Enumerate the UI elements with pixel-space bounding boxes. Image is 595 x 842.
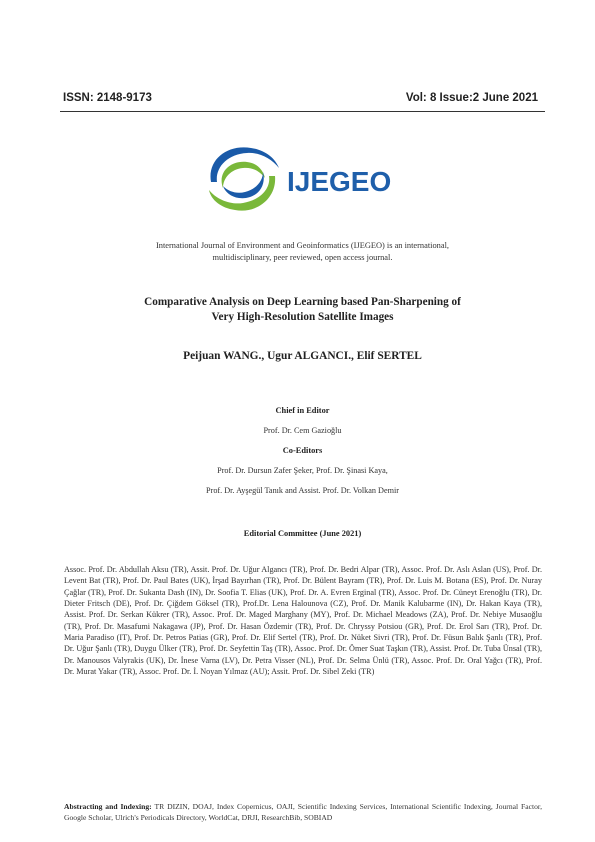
indexing-label: Abstracting and Indexing: [64, 802, 152, 811]
paper-authors: Peijuan WANG., Ugur ALGANCI., Elif SERTEL [183, 350, 422, 362]
co-editors-line-2: Prof. Dr. Ayşegül Tanık and Assist. Prof. Dr. Volkan Demir [206, 486, 399, 495]
journal-description-line-2: multidisciplinary, peer reviewed, open access journal. [212, 253, 393, 262]
issn-label: ISSN: 2148-9173 [63, 92, 152, 104]
globe-swirl-icon [209, 147, 279, 210]
chief-editor-name: Prof. Dr. Cem Gazioğlu [263, 426, 342, 435]
volume-issue-label: Vol: 8 Issue:2 June 2021 [405, 92, 538, 104]
journal-description [60, 240, 545, 264]
paper-title [60, 295, 545, 325]
abstracting-indexing [64, 801, 542, 823]
journal-description-line-1: International Journal of Environment and Geoinformatics (IJEGEO) is an international, [155, 241, 450, 250]
paper-title-line-2: Very High-Resolution Satellite Images [211, 311, 394, 323]
editorial-committee-label: Editorial Committee (June 2021) [243, 529, 362, 538]
chief-editor-label: Chief in Editor [275, 406, 330, 415]
header-divider [60, 111, 545, 112]
ijegeo-logo [205, 142, 392, 214]
editorial-committee-list: Assoc. Prof. Dr. Abdullah Aksu (TR), Assit. Prof. Dr. Uğur Algancı (TR), Prof. Dr. Bedri Alpar (TR), Assoc. Prof. Dr. Aslı Aslan (US), Prof. Dr. Levent Bat (TR), Prof. Dr. Paul Bates (UK), İrşad Bayırhan (TR), Prof. Dr. Bülent Bayram (TR), Prof. Dr. Luis M. Botana (ES), Prof. Dr. Nuray Çağlar (TR), Prof. Dr. Sukanta Dash (IN), Dr. Soofia T. Elias (UK), Prof. Dr. A. Evren Erginal (TR), Assoc. Prof. Dr. Cüneyt Erenoğlu (TR), Dr. Dieter Fritsch (DE), Prof. Dr. Çiğdem Göksel (TR), Prof.Dr. Lena Halounova (CZ), Prof. Dr. Manik Kalubarme (IN), Dr. Hakan Kaya (TR), Assist. Prof. Dr. Serkan Kükrer (TR), Assoc. Prof. Dr. Maged Marghany (MY), Prof. Dr. Michael Meadows (ZA), Prof. Dr. Nebiye Musaoğlu (TR), Prof. Dr. Masafumi Nakagawa (JP), Prof. Dr. Hasan Özdemir (TR), Prof. Dr. Chryssy Potsiou (GR), Prof. Dr. Erol Sarı (TR), Prof. Dr. Maria Paradiso (IT), Prof. Dr. Petros Patias (GR), Prof. Dr. Elif Sertel (TR), Prof. Dr. Nüket Sivri (TR), Prof. Dr. Füsun Balık Şanlı (TR), Prof. Dr. Uğur Şanlı (TR), Duygu Ülker (TR), Prof. Dr. Seyfettin Taş (TR), Assoc. Prof. Dr. Ömer Suat Taşkın (TR), Assist. Prof. Dr. Tuba Ünsal (TR), Dr. Manousos Valyrakis (UK), Dr. İnese Varna (LV), Dr. Petra Visser (NL), Prof. Dr. Selma Ünlü (TR), Assoc. Prof. Dr. Oral Yağcı (TR), Prof. Dr. Murat Yakar (TR), Assoc. Prof. Dr. İ. Noyan Yılmaz (AU); Assit. Prof. Dr. Sibel Zeki (TR) [64, 565, 542, 677]
co-editors-label: Co-Editors [282, 446, 323, 455]
co-editors-line-1: Prof. Dr. Dursun Zafer Şeker, Prof. Dr. Şinasi Kaya, [217, 466, 388, 475]
paper-title-line-1: Comparative Analysis on Deep Learning based Pan-Sharpening of [144, 296, 461, 308]
logo-wordmark: IJEGEO [287, 166, 392, 197]
indexing-services: TR DIZIN, DOAJ, Index Copernicus, OAJI, Scientific Indexing Services, International Scientific Indexing, Journal Factor, Google Scholar, Ulrich's Periodicals Directory, WorldCat, DRJI, ResearchBib, SOBIAD [64, 802, 543, 822]
